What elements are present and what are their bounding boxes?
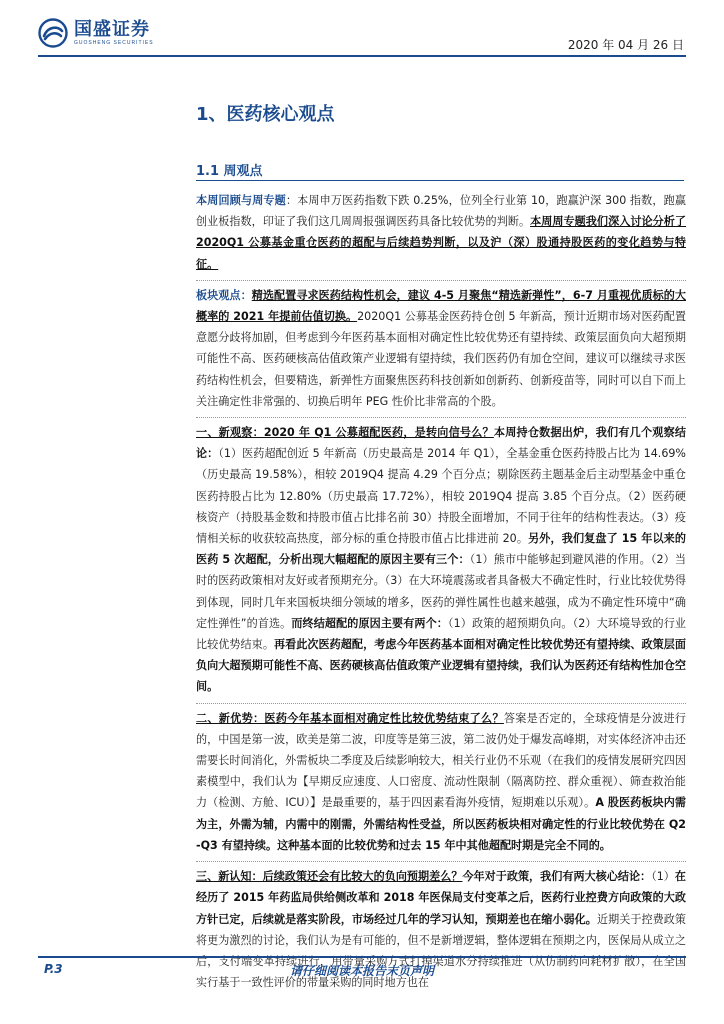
page-header bbox=[0, 0, 724, 62]
paragraph-new-observation bbox=[196, 422, 686, 698]
paragraph-emphasis: 在经历了 2015 年药监局供给侧改革和 2018 年医保局支付变革之后，医药行业控费方向政策的大政方针已定，后续就是落实阶段，市场经过几年的学习认知，预期差也在缩小弱化。 bbox=[196, 870, 686, 926]
paragraph-separator bbox=[196, 280, 686, 281]
paragraph-emphasis: 精选配置寻求医药结构性机会，建议 4-5 月聚焦“精选新弹性”，6-7 月重视优质标的大概率的 2021 年提前估值切换。 bbox=[196, 288, 686, 324]
paragraph-weekly-review bbox=[196, 190, 686, 275]
footer-disclaimer: 请仔细阅读本报告末页声明 bbox=[289, 964, 434, 978]
paragraph-separator bbox=[196, 861, 686, 862]
paragraph-text: ：本周申万医药指数下跌 0.25%，位列全行业第 10，跑赢沪深 300 指数，跑赢创业板指数，印证了我们这几周周报强调医药具备比较优势的判断。 bbox=[196, 194, 686, 229]
paragraph-separator bbox=[196, 417, 686, 418]
company-logo bbox=[38, 18, 154, 48]
paragraph-heading: 三、新认知：后续政策还会有比较大的负向预期差么？ bbox=[196, 870, 463, 884]
paragraph-text: （1） bbox=[651, 870, 675, 884]
paragraph-text: （1）政策的超预期负向。（2）大环境导致的行业比较优势结束。 bbox=[196, 616, 686, 652]
report-date: 2020 年 04 月 26 日 bbox=[567, 38, 684, 52]
paragraph-text: 答案是否定的，全球疫情是分波进行的，中国是第一波，欧美是第二波，印度等是第三波，第二波仍处于爆发高峰期，对实体经济冲击还需要长时间消化，外需板块二季度及后续影响较大，相关行业仍不乐观（在我们的疫情发展研究四因素模型中，我们认为【早期反应速度、人口密度、流动性限制（隔离防控、群众重视）、筛查救治能力（检测、方舱、ICU）】是最重要的，基于四因素看海外疫情，短期难以乐观）。 bbox=[196, 711, 686, 810]
paragraph-heading: 一、新观察：2020 年 Q1 公募超配医药，是转向信号么？ bbox=[196, 426, 494, 440]
paragraph-emphasis: 今年对于政策，我们有两大核心结论： bbox=[462, 870, 652, 884]
paragraph-separator bbox=[196, 703, 686, 704]
footer-divider bbox=[38, 956, 686, 958]
paragraph-new-advantage bbox=[196, 708, 686, 856]
paragraph-sector-view bbox=[196, 285, 686, 412]
header-divider bbox=[38, 55, 686, 57]
subsection-title: 1.1 周观点 bbox=[196, 164, 263, 179]
logo-name-cn: 国盛证券 bbox=[74, 18, 150, 40]
subsection-divider bbox=[196, 180, 684, 181]
section-title: 1、医药核心观点 bbox=[196, 104, 335, 125]
paragraph-emphasis: 本周周专题我们深入讨论分析了 2020Q1 公募基金重仓医药的超配与后续趋势判断，以及沪（深）股通持股医药的变化趋势与特征。 bbox=[196, 215, 686, 271]
paragraph-emphasis: 另外，我们复盘了 15 年以来的医药 5 次超配，分析出现大幅超配的原因主要有三个： bbox=[196, 532, 686, 567]
paragraph-text: 近期关于控费政策将更为激烈的讨论，我们认为是有可能的，但不是新增逻辑，整体逻辑在预期之内，医保局从成立之后，支付端变革持续进行，用带量采购方式打掉渠道水分持续推进（从仿制药向耗材扩散），在全国实行基于一致性评价的带量采购的同时地方也在 bbox=[196, 912, 686, 990]
paragraph-text: （1）熊市中能够起到避风港的作用。（2）当时的医药政策相对友好或者预期充分。（3）在大环境震荡或者具备极大不确定性时，行业比较优势得到体现，同时几年来国板块细分领域的增多，医药的弹性属性也越来越强，成为不确定性环境中“确定性弹性”的首选。 bbox=[196, 553, 686, 630]
paragraph-emphasis: 而终结超配的原因主要有两个： bbox=[291, 616, 448, 630]
page-number: P.3 bbox=[44, 962, 63, 976]
logo-name-en: GUOSHENG SECURITIES bbox=[74, 39, 154, 46]
paragraph-text: 2020Q1 公募基金医药持仓创 5 年新高，预计近期市场对医药配置意愿分歧将加剧，但考虑到今年医药基本面相对确定性比较优势还有望持续、政策层面负向大超预期可能性不高、医药硬核高估值政策产业逻辑有望持续，我们医药仍有加仓空间，建议可以继续寻求医药结构性机会，但要精选，新弹性方面聚焦医药科技创新如创新药、创新疫苗等，同时可以自下而上关注确定性非常强的、切换后明年 PEG 性价比非常高的个股。 bbox=[196, 310, 686, 408]
paragraph-emphasis: 再看此次医药超配，考虑今年医药基本面相对确定性比较优势还有望持续、政策层面负向大超预期可能性不高、医药硬核高估值政策产业逻辑有望持续，我们认为医药还有结构性加仓空间。 bbox=[196, 638, 686, 694]
paragraph-emphasis: A 股医药板块内需为主，外需为辅，内需中的刚需，外需结构性受益，所以医药板块相对确定性的行业比较优势在 Q2-Q3 有望持续。这种基本面的比较优势和过去 15 年中其他超配时期是完全不同的。 bbox=[196, 796, 686, 852]
paragraph-heading: 二、新优势：医药今年基本面相对确定性比较优势结束了么？ bbox=[196, 711, 504, 725]
paragraph-lead: 板块观点： bbox=[196, 288, 252, 302]
paragraph-lead: 本周回顾与周专题 bbox=[196, 194, 286, 207]
paragraph-emphasis: 本周持仓数据出炉，我们有几个观察结论： bbox=[196, 426, 686, 461]
report-body bbox=[196, 190, 686, 993]
paragraph-text: （1）医药超配创近 5 年新高（历史最高是 2014 年 Q1），全基金重仓医药持股占比为 14.69%（历史最高 19.58%），相较 2019Q4 提高 4.29 个百分点；剔除医药主题基金后主动型基金中重仓医药持股占比为 12.80%（历史最高 17.72%），相较 2019Q4 提高 3.85 个百分点。（2）医药硬核资产（持股基金数和持股市值占比排名前 30）持股全面增加，不同于往年的结构性表达。（3）疫情相关标的收获较高热度，部分标的重仓持股市值占比排进前 20。 bbox=[196, 447, 686, 546]
logo-icon bbox=[38, 18, 68, 48]
